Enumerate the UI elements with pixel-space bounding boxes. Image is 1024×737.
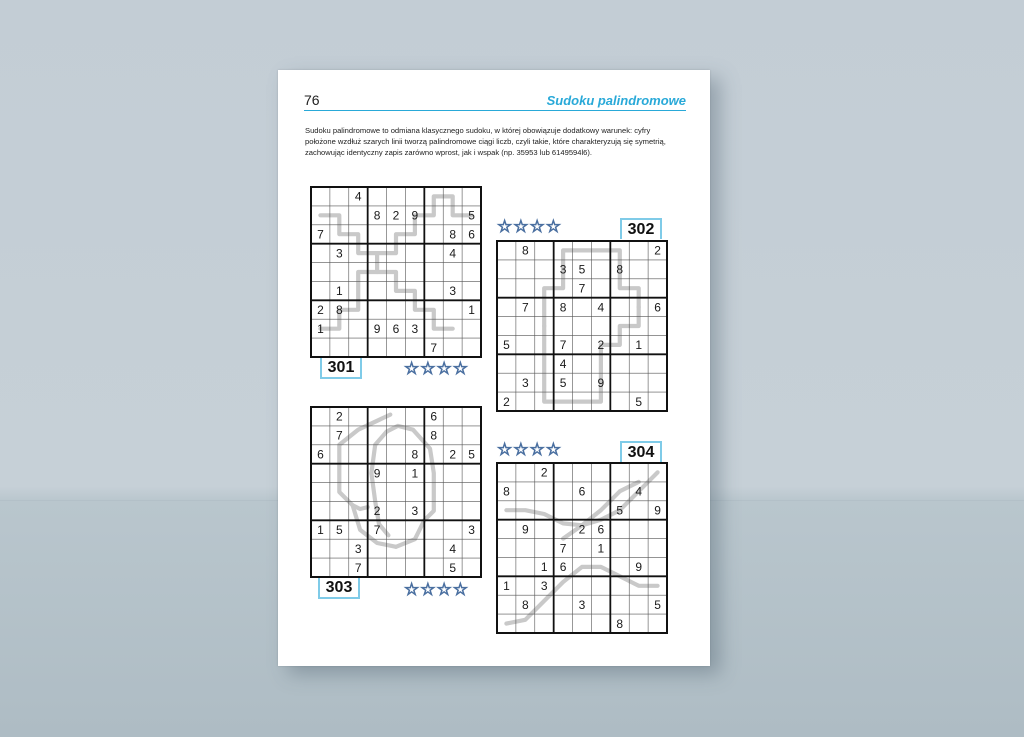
given-digit: 4 [449, 541, 457, 556]
given-digit: 5 [335, 523, 343, 538]
sudoku-grid-304 [496, 462, 668, 634]
given-digit: 7 [354, 560, 362, 575]
given-digit: 6 [559, 560, 567, 575]
page-header [304, 88, 686, 111]
given-digit: 1 [411, 466, 419, 481]
given-digit: 3 [468, 523, 475, 538]
page-title: Sudoku palindromowe [546, 93, 686, 108]
sudoku-grid-301 [310, 186, 482, 358]
given-digit: 1 [597, 541, 605, 556]
given-digit: 3 [411, 321, 419, 336]
sudoku-grid-303 [310, 406, 482, 578]
given-digit: 8 [430, 428, 438, 443]
given-digit: 9 [411, 208, 419, 223]
given-digit: 6 [654, 300, 661, 315]
given-digit: 8 [521, 243, 529, 258]
difficulty-stars-304: ☆☆☆☆ [497, 440, 562, 459]
difficulty-stars-301: ☆☆☆☆ [404, 359, 469, 378]
given-digit: 2 [373, 504, 381, 519]
given-digit: 5 [449, 560, 457, 575]
given-digit: 2 [540, 465, 548, 480]
intro-text [305, 126, 683, 158]
given-digit: 8 [411, 447, 419, 462]
difficulty-stars-302: ☆☆☆☆ [497, 217, 562, 236]
given-digit: 8 [503, 484, 510, 499]
given-digit: 5 [468, 447, 475, 462]
given-digit: 2 [578, 522, 586, 537]
given-digit: 2 [449, 447, 457, 462]
given-digit: 7 [335, 428, 343, 443]
page-number: 76 [304, 92, 320, 108]
given-digit: 2 [392, 208, 400, 223]
given-digit: 4 [354, 189, 362, 204]
intro-paragraph: Sudoku palindromowe to odmiana klasycznego sudoku, w której obowiązuje dodatkowy warunek: cyfry położone wzdłuż szarych linii tworzą palindromowe ciągi liczb, czyli takie, które charakteryzują się symetrią, zachowując identyczny zapis zarówno wprost, jak i wspak (np. 35953 lub 6149594l6). [305, 126, 666, 157]
given-digit: 7 [317, 227, 324, 242]
given-digit: 7 [559, 338, 567, 353]
given-digit: 5 [635, 394, 643, 409]
given-digit: 4 [559, 357, 567, 372]
given-digit: 6 [578, 484, 586, 499]
given-digit: 6 [468, 227, 475, 242]
given-digit: 3 [449, 284, 457, 299]
given-digit: 5 [616, 503, 624, 518]
given-digit: 6 [392, 321, 400, 336]
puzzle-number-304: 304 [620, 441, 662, 462]
given-digit: 5 [503, 338, 510, 353]
given-digit: 4 [449, 246, 457, 261]
given-digit: 8 [559, 300, 567, 315]
given-digit: 1 [317, 321, 324, 336]
given-digit: 3 [411, 504, 419, 519]
given-digit: 5 [654, 597, 661, 612]
given-digit: 1 [468, 303, 475, 318]
given-digit: 2 [335, 409, 343, 424]
given-digit: 9 [654, 503, 661, 518]
given-digit: 5 [559, 375, 567, 390]
given-digit: 7 [578, 281, 586, 296]
given-digit: 9 [373, 321, 381, 336]
given-digit: 5 [468, 208, 475, 223]
given-digit: 8 [449, 227, 457, 242]
given-digit: 3 [559, 262, 567, 277]
given-digit: 8 [616, 262, 624, 277]
difficulty-stars-303: ☆☆☆☆ [404, 580, 469, 599]
given-digit: 3 [335, 246, 343, 261]
given-digit: 4 [635, 484, 643, 499]
given-digit: 3 [578, 597, 586, 612]
given-digit: 1 [540, 560, 548, 575]
given-digit: 7 [559, 541, 567, 556]
puzzle-number-302: 302 [620, 218, 662, 239]
given-digit: 3 [521, 375, 529, 390]
given-digit: 1 [503, 579, 510, 594]
given-digit: 2 [654, 243, 661, 258]
given-digit: 9 [521, 522, 529, 537]
given-digit: 8 [616, 616, 624, 631]
given-digit: 1 [635, 338, 643, 353]
sudoku-grid-302 [496, 240, 668, 412]
given-digit: 6 [430, 409, 438, 424]
given-digit: 1 [317, 523, 324, 538]
given-digit: 2 [597, 338, 605, 353]
given-digit: 2 [503, 394, 510, 409]
puzzle-number-301: 301 [320, 358, 362, 379]
given-digit: 8 [373, 208, 381, 223]
given-digit: 6 [597, 522, 605, 537]
given-digit: 7 [373, 523, 381, 538]
puzzle-number-303: 303 [318, 578, 360, 599]
given-digit: 3 [540, 579, 548, 594]
given-digit: 8 [335, 303, 343, 318]
given-digit: 7 [430, 340, 438, 355]
given-digit: 7 [521, 300, 529, 315]
given-digit: 3 [354, 541, 362, 556]
given-digit: 8 [521, 597, 529, 612]
given-digit: 9 [635, 560, 643, 575]
given-digit: 1 [335, 284, 343, 299]
given-digit: 6 [317, 447, 324, 462]
given-digit: 4 [597, 300, 605, 315]
given-digit: 5 [578, 262, 586, 277]
given-digit: 2 [317, 303, 324, 318]
given-digit: 9 [373, 466, 381, 481]
given-digit: 9 [597, 375, 605, 390]
book-page [278, 70, 710, 666]
